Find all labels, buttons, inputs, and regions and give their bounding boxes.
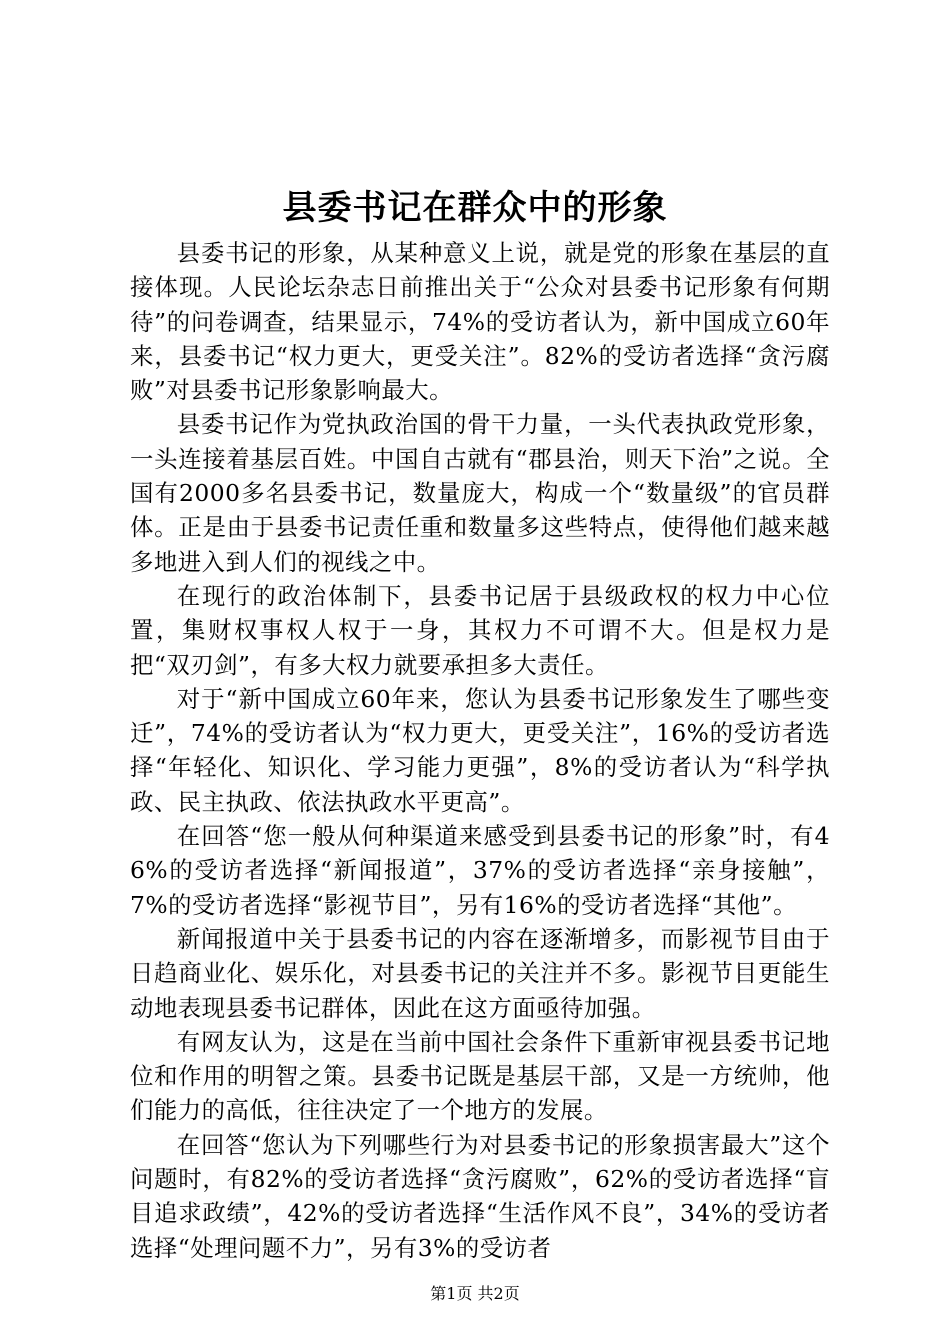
paragraph-6: 新闻报道中关于县委书记的内容在逐渐增多，而影视节目由于日趋商业化、娱乐化，对县委书记的关注并不多。影视节目更能生动地表现县委书记群体，因此在这方面亟待加强。 [130, 924, 830, 1022]
paragraph-7: 有网友认为，这是在当前中国社会条件下重新审视县委书记地位和作用的明智之策。县委书记既是基层干部，又是一方统帅，他们能力的高低，往往决定了一个地方的发展。 [130, 1027, 830, 1125]
paragraph-4: 对于“新中国成立60年来，您认为县委书记形象发生了哪些变迁”，74%的受访者认为“权力更大，更受关注”，16%的受访者选择“年轻化、知识化、学习能力更强”，8%的受访者认为“科学执政、民主执政、依法执政水平更高”。 [130, 684, 830, 816]
paragraph-3: 在现行的政治体制下，县委书记居于县级政权的权力中心位置，集财权事权人权于一身，其权力不可谓不大。但是权力是把“双刃剑”，有多大权力就要承担多大责任。 [130, 581, 830, 679]
paragraph-2: 县委书记作为党执政治国的骨干力量，一头代表执政党形象，一头连接着基层百姓。中国自古就有“郡县治，则天下治”之说。全国有2000多名县委书记，数量庞大，构成一个“数量级”的官员群体。正是由于县委书记责任重和数量多这些特点，使得他们越来越多地进入到人们的视线之中。 [130, 410, 830, 576]
page-number-footer: 第1页 共2页 [430, 1284, 520, 1303]
document-body [130, 236, 830, 1265]
paragraph-5: 在回答“您一般从何种渠道来感受到县委书记的形象”时，有46%的受访者选择“新闻报道”，37%的受访者选择“亲身接触”，7%的受访者选择“影视节目”，另有16%的受访者选择“其他”。 [130, 822, 830, 919]
paragraph-1: 县委书记的形象，从某种意义上说，就是党的形象在基层的直接体现。人民论坛杂志日前推出关于“公众对县委书记形象有何期待”的问卷调查，结果显示，74%的受访者认为，新中国成立60年来，县委书记“权力更大，更受关注”。82%的受访者选择“贪污腐败”对县委书记形象影响最大。 [130, 239, 830, 405]
document-title: 县委书记在群众中的形象 [282, 188, 668, 228]
paragraph-8: 在回答“您认为下列哪些行为对县委书记的形象损害最大”这个问题时，有82%的受访者选择“贪污腐败”，62%的受访者选择“盲目追求政绩”，42%的受访者选择“生活作风不良”，34%的受访者选择“处理问题不力”，另有3%的受访者 [130, 1130, 830, 1262]
